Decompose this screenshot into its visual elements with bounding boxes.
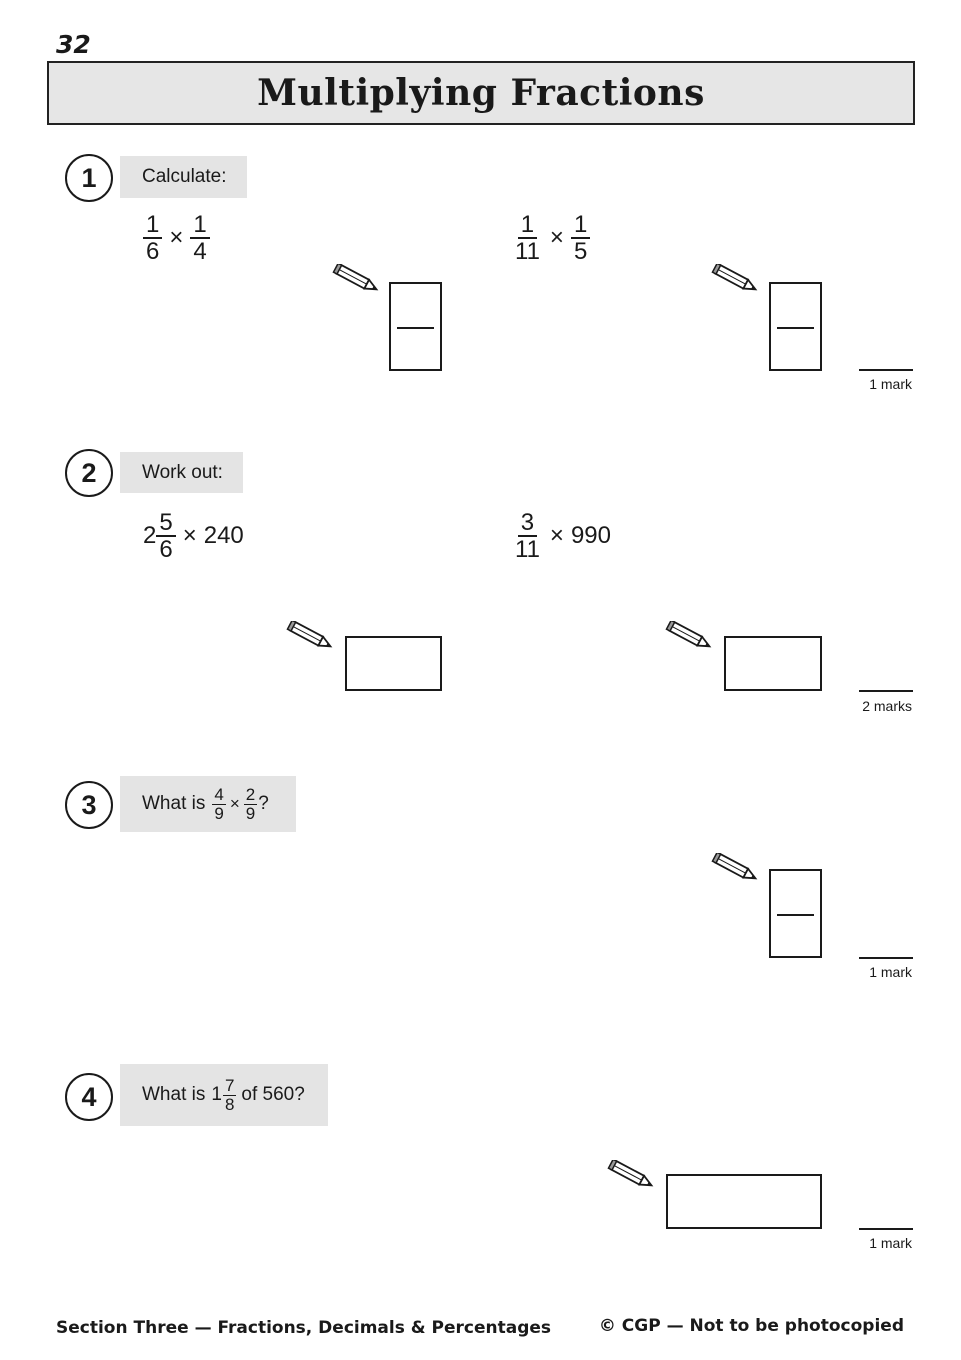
denominator: 5 [573,238,588,266]
question-number-1: 1 [65,154,113,202]
fraction [211,786,226,823]
marks-line [859,957,913,959]
marks-line [859,369,913,371]
marks-line [859,1228,913,1230]
fraction [243,786,258,823]
denominator: 11 [515,536,540,564]
multiply-sign: × [549,224,564,252]
denominator: 6 [146,238,160,266]
multiply-sign: × [182,522,197,550]
denominator: 9 [245,803,256,823]
question-number-2: 2 [65,449,113,497]
q2b-expression [512,510,611,562]
q1a-answer-fraction-box[interactable] [389,282,442,371]
marks-label: 1 mark [869,964,912,980]
denominator: 11 [515,238,540,266]
label-text: What is [142,793,206,814]
label-text: What is [142,1084,206,1105]
question-2-label: Work out: [120,452,243,493]
marks-line [859,690,913,692]
fraction-line [397,327,434,329]
marks-label: 2 marks [862,698,912,714]
pencil-icon [711,264,761,294]
multiply-sign: × [169,224,184,252]
denominator: 8 [224,1094,235,1114]
numerator: 5 [156,510,175,537]
page-title: Multiplying Fractions [257,72,705,114]
fraction [512,212,543,264]
q1b-expression [512,212,590,264]
fraction-line [777,914,814,916]
question-number-3: 3 [65,781,113,829]
question-4-label [120,1064,328,1126]
footer-copyright: © CGP — Not to be photocopied [598,1316,904,1336]
numerator: 3 [518,510,537,537]
fraction [143,212,162,264]
marks-label: 1 mark [869,1235,912,1251]
numerator: 1 [143,212,162,239]
q2a-answer-box[interactable] [345,636,442,691]
pencil-icon [286,621,336,651]
q2a-expression [143,510,244,562]
q1a-expression [143,212,210,264]
numerator: 1 [190,212,209,239]
question-3-label [120,776,296,832]
whole-number: 2 [143,522,157,550]
question-1-label: Calculate: [120,156,247,198]
q2b-answer-box[interactable] [724,636,822,691]
fraction [222,1077,237,1114]
multiply-sign: × [229,794,240,813]
fraction-line [777,327,814,329]
denominator: 4 [193,238,207,266]
numerator: 1 [571,212,590,239]
pencil-icon [711,853,761,883]
denominator: 9 [214,803,224,823]
pencil-icon [665,621,715,651]
fraction [156,510,175,562]
label-text: ? [258,793,269,814]
title-banner [47,61,915,125]
multiplier-value: 240 [203,522,244,550]
label-text: of 560? [241,1084,305,1105]
numerator: 4 [214,784,224,804]
q3-answer-fraction-box[interactable] [769,869,822,958]
fraction [571,212,590,264]
question-number-4: 4 [65,1073,113,1121]
denominator: 6 [159,536,173,564]
fraction [190,212,209,264]
q1b-answer-fraction-box[interactable] [769,282,822,371]
q4-answer-box[interactable] [666,1174,822,1229]
numerator: 2 [245,784,256,804]
fraction [512,510,543,562]
multiplier-value: 990 [570,522,611,550]
marks-label: 1 mark [869,376,912,392]
numerator: 7 [224,1075,235,1095]
page-number: 32 [56,30,91,59]
pencil-icon [332,264,382,294]
whole-number: 1 [211,1084,222,1105]
pencil-icon [607,1160,657,1190]
footer-section: Section Three — Fractions, Decimals & Percentages [56,1318,552,1338]
multiply-sign: × [549,522,564,550]
numerator: 1 [518,212,537,239]
